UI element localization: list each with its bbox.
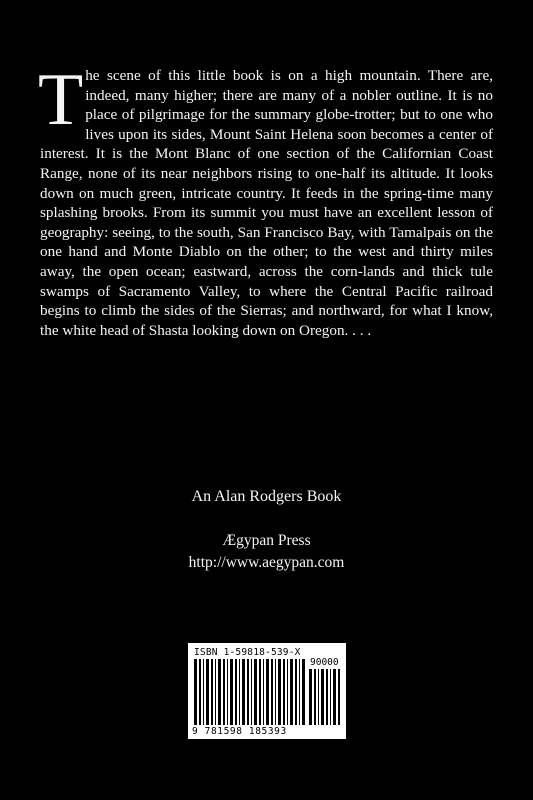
excerpt-text: he scene of this little book is on a high mountain. There are, indeed, many higher; there are many of a nobler outline. It is no place of pilgrimage for the summary globe-trotter; but to one who lives upon its sides, Mount Saint Helena soon becomes a center of interest. It is the Mont Blanc of one section of the Californian Coast Range, none of its near neighbors rising to one-half its altitude. It looks down on much green, intricate country. It feeds in the spring-time many splashing brooks. From its summit you must have an excellent lesson of geography: seeing, to the south, San Francisco Bay, with Tamalpais on the one hand and Monte Diablo on the other; to the west and thirty miles away, the open ocean; eastward, across the corn-lands and thick tule swamps of Sacramento Valley, to where the Central Pacific railroad begins to climb the sides of the Sierras; and northward, for what I know, the white head of Shasta looking down on Oregon. . . . [40,67,493,339]
barcode-bar [278,659,281,725]
barcode-bar [218,659,221,725]
isbn-label: ISBN 1-59818-539-X [194,647,301,658]
excerpt-paragraph [38,59,493,340]
barcode-bar [338,669,340,725]
barcode-bar [206,659,209,725]
barcode-bar [211,659,213,725]
barcode-bar [321,669,324,725]
barcode-bar [283,659,285,725]
barcode-bar [290,659,293,725]
barcode-bar [263,659,264,725]
barcode-bar [235,659,237,725]
drop-cap: T [38,59,84,141]
barcode-bar [330,669,331,725]
barcode-bar [227,659,228,725]
isbn-barcode [188,643,346,739]
barcode-bar [215,659,216,725]
price-code: 90000 [310,657,339,668]
barcode-bar [287,659,288,725]
ean-digits: 9 781598 185393 [192,726,287,737]
publisher-name: Ægypan Press [222,532,311,549]
barcode-bar [295,659,297,725]
barcode-bar [230,659,233,725]
barcode-bar [239,659,240,725]
barcode-bar [309,669,312,725]
barcode-bar [299,659,300,725]
barcode-bar [199,659,201,725]
barcode-bar [259,659,261,725]
barcode-bar [251,659,252,725]
barcode-bar [203,659,204,725]
barcode-bar [266,659,269,725]
barcode-bar [275,659,276,725]
barcode-bar [333,669,336,725]
barcode-bar [314,669,316,725]
barcode-bar [302,659,305,725]
barcode-bar [318,669,319,725]
barcode-bar [254,659,257,725]
barcode-bar [271,659,273,725]
barcode-bar [223,659,225,725]
barcode-bar [326,669,328,725]
barcode-bar [242,659,245,725]
barcode-bar [194,659,197,725]
barcode-bar [247,659,249,725]
publisher-url: http://www.aegypan.com [188,554,345,571]
series-line: An Alan Rodgers Book [191,488,342,505]
